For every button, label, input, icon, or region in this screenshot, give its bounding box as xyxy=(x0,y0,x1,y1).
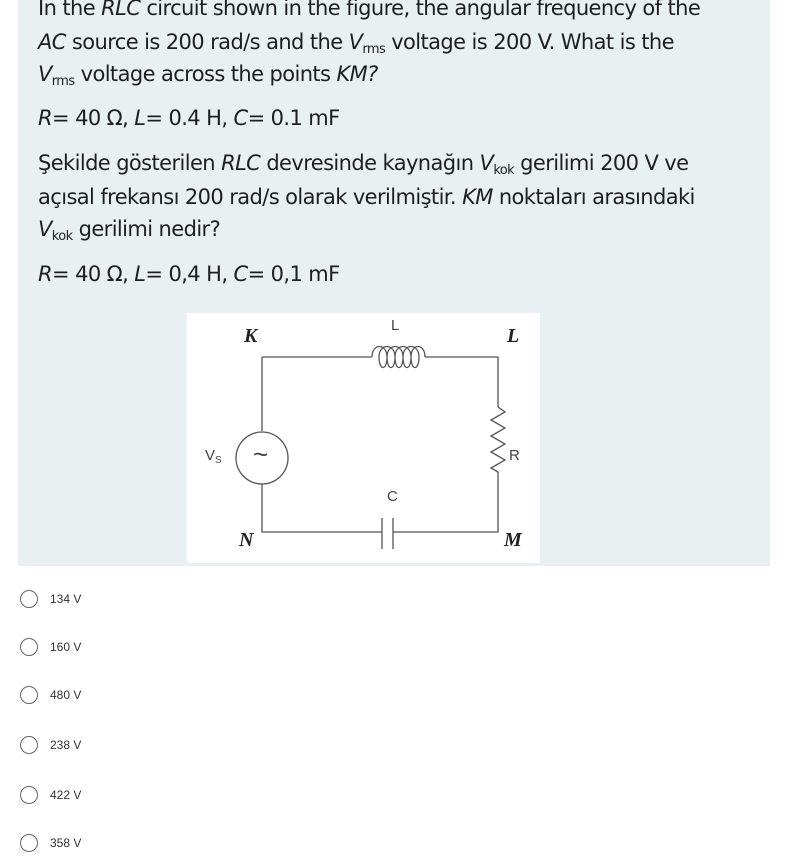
radio-button[interactable] xyxy=(20,736,38,754)
ac-source-icon: ~ xyxy=(253,439,269,469)
wire-top-right xyxy=(425,357,498,407)
radio-button[interactable] xyxy=(20,638,38,656)
circuit-figure xyxy=(187,313,540,563)
option-6[interactable] xyxy=(20,832,81,854)
option-4[interactable] xyxy=(20,734,81,756)
capacitor xyxy=(382,518,393,549)
option-label: 422 V xyxy=(50,788,82,802)
radio-button[interactable] xyxy=(20,834,38,852)
radio-button[interactable] xyxy=(20,590,38,608)
option-label: 480 V xyxy=(50,688,82,702)
source-label: $V_S$ xyxy=(205,447,222,466)
question-tr-params: R= 40 Ω, L= 0,4 H, C= 0,1 mF xyxy=(38,262,340,286)
question-en-line3: $V_{rms}$ voltage across the points KM? xyxy=(38,62,378,89)
resistor xyxy=(491,407,505,472)
radio-button[interactable] xyxy=(20,786,38,804)
inductor-label: L xyxy=(391,317,400,334)
option-label: 358 V xyxy=(50,836,82,850)
question-en-line2: AC source is 200 rad/s and the $V_{rms}$ voltage is 200 V. What is the xyxy=(38,30,674,57)
option-1[interactable] xyxy=(20,588,81,610)
capacitor-label: C xyxy=(387,488,398,505)
node-n-label: N xyxy=(239,529,254,551)
node-m-label: M xyxy=(504,529,522,551)
wire-bottom-left xyxy=(262,484,382,532)
node-l-label: L xyxy=(507,325,520,347)
option-5[interactable] xyxy=(20,784,81,806)
inductor-coil xyxy=(372,347,425,368)
resistor-label: R xyxy=(509,447,520,464)
option-3[interactable] xyxy=(20,684,81,706)
question-en-line1: In the RLC circuit shown in the figure, the angular frequency of the xyxy=(38,0,701,20)
option-label: 238 V xyxy=(50,738,82,752)
option-label: 160 V xyxy=(50,640,82,654)
question-en-params: R= 40 Ω, L= 0.4 H, C= 0.1 mF xyxy=(38,106,340,130)
option-2[interactable] xyxy=(20,636,81,658)
node-k-label: K xyxy=(244,325,258,347)
option-label: 134 V xyxy=(50,592,82,606)
wire-right-bottom xyxy=(393,472,498,532)
question-tr-line1: Şekilde gösterilen RLC devresinde kaynağın $V_{kok}$ gerilimi 200 V ve xyxy=(38,151,689,178)
question-tr-line3: $V_{kok}$ gerilimi nedir? xyxy=(38,217,221,244)
question-tr-line2: açısal frekansı 200 rad/s olarak verilmiştir. KM noktaları arasındaki xyxy=(38,185,695,209)
radio-button[interactable] xyxy=(20,686,38,704)
